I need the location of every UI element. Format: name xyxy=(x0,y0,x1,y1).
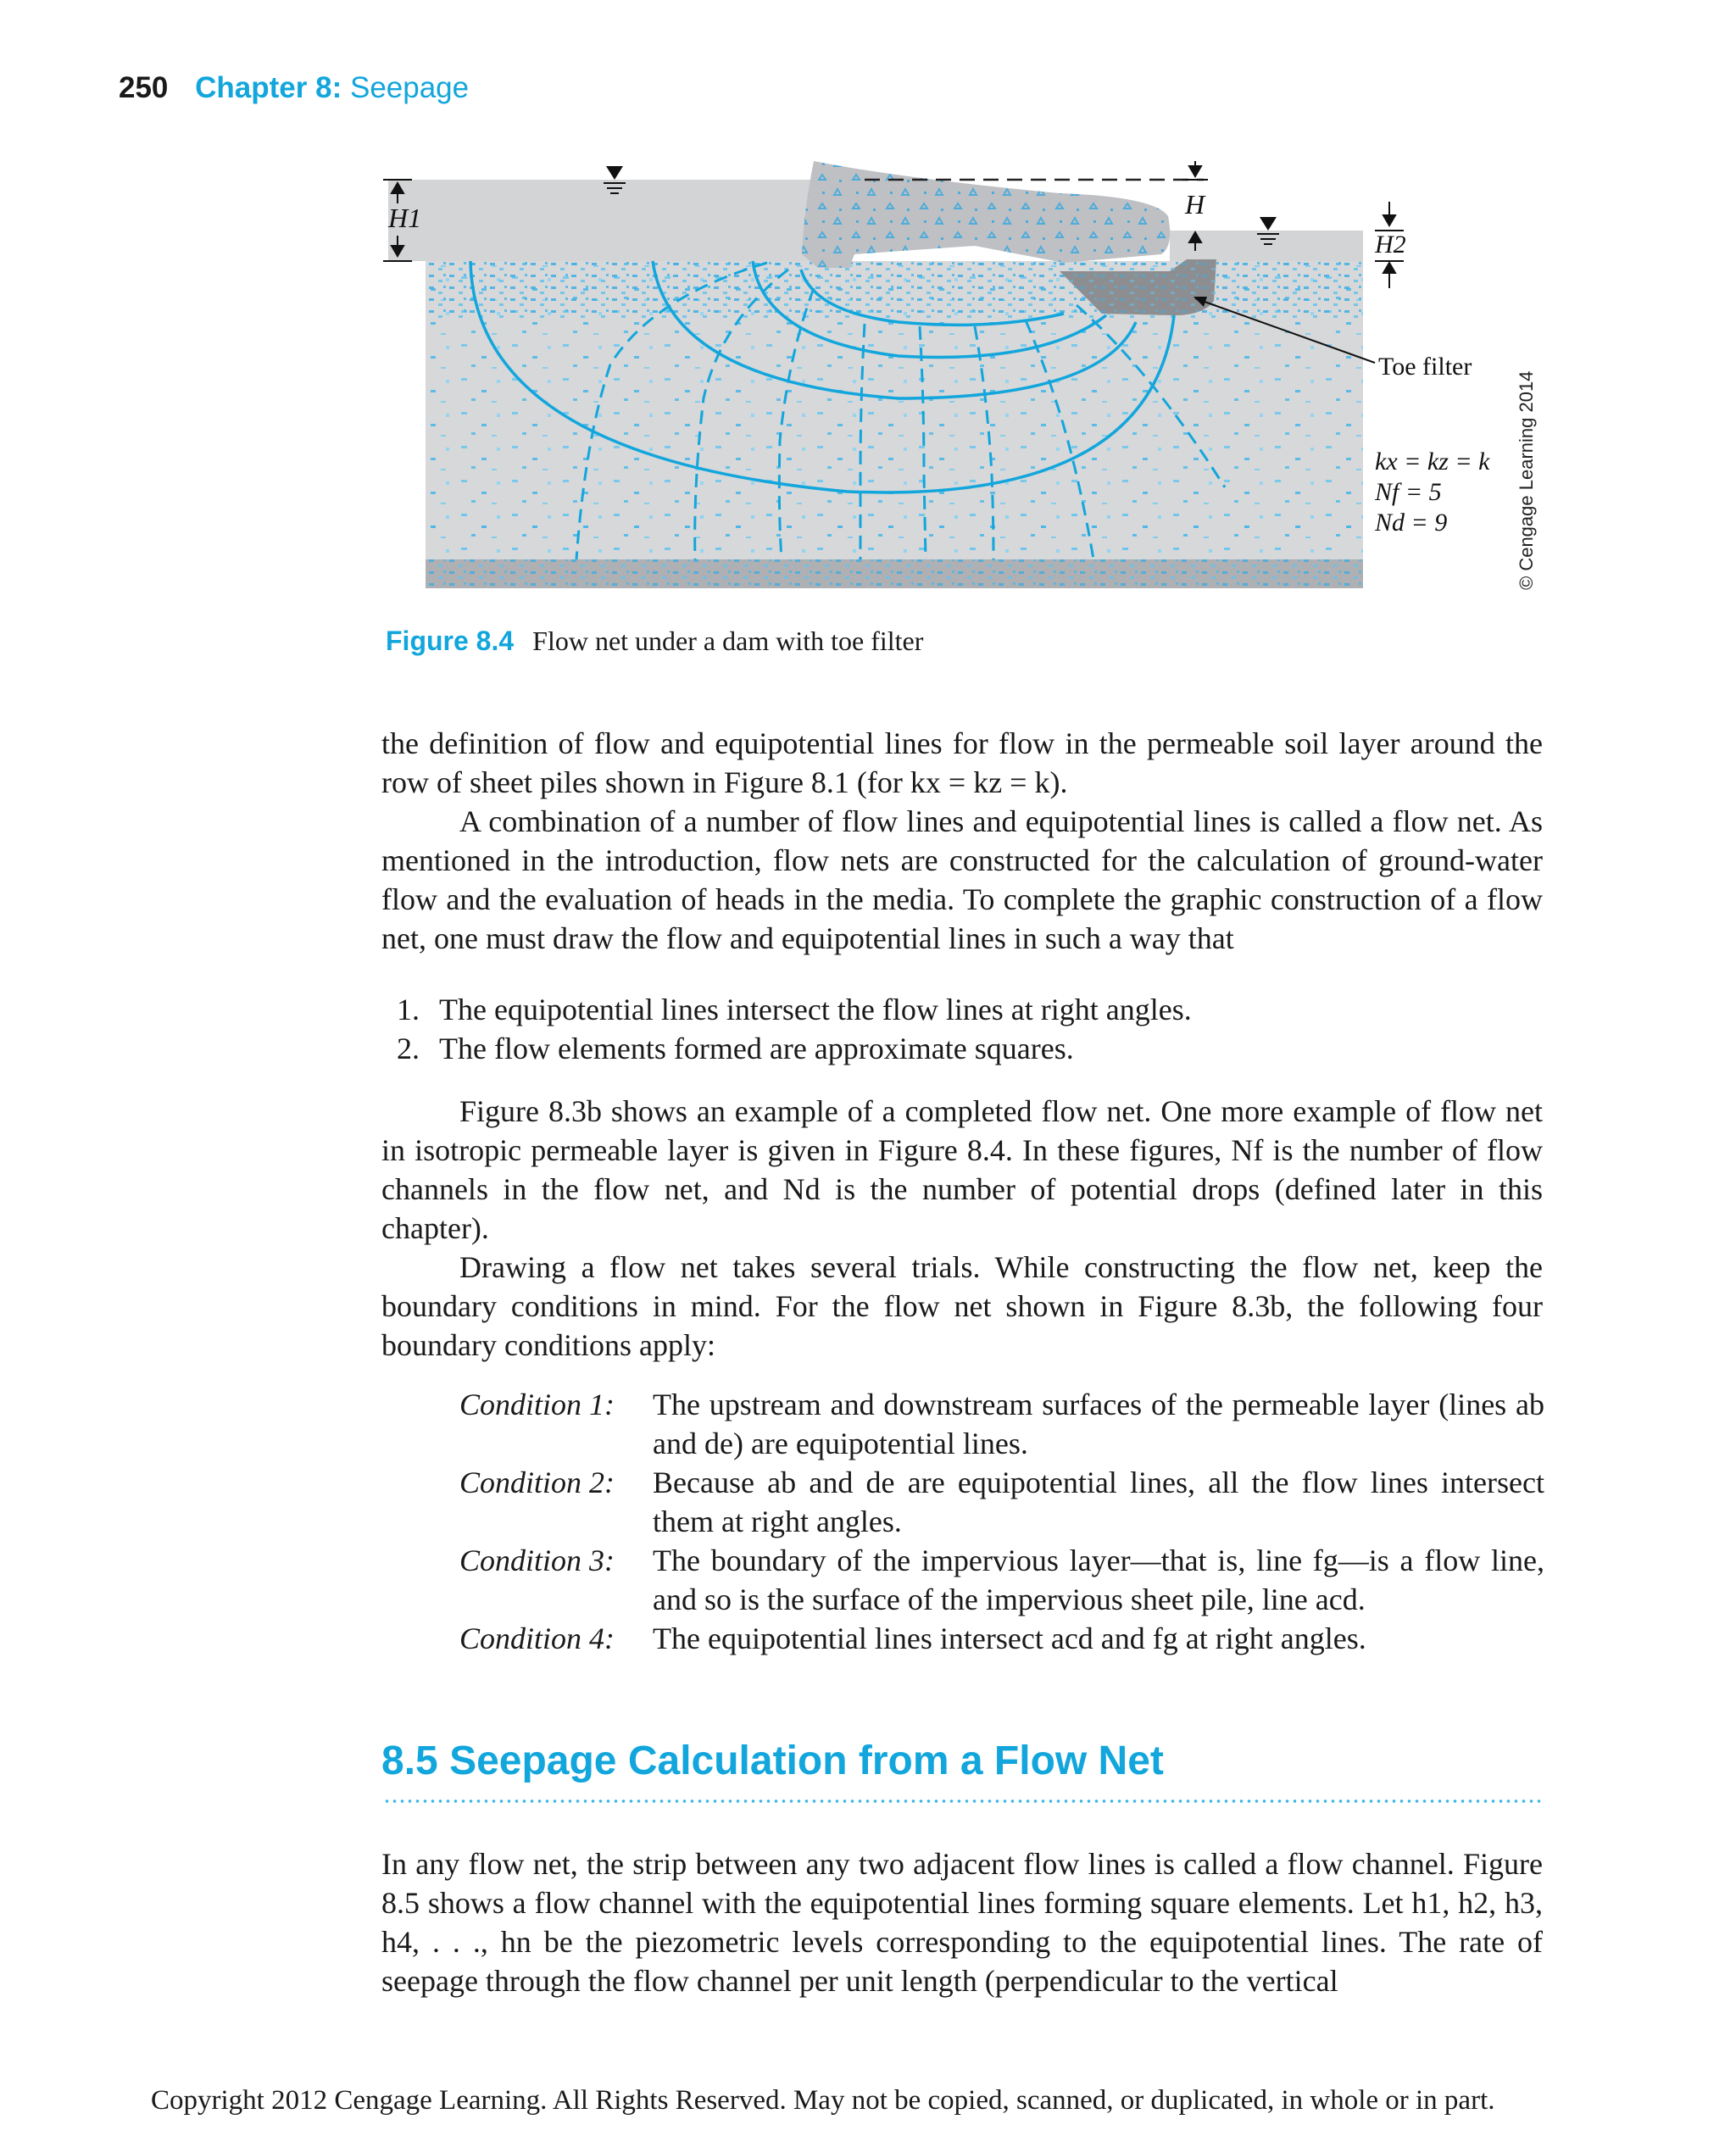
copyright-footer: Copyright 2012 Cengage Learning. All Rights Reserved. May not be copied, scanned, or duplicated, in whole or in part. xyxy=(151,2085,1495,2116)
h1-label: H1 xyxy=(388,203,422,233)
condition-label: Condition 2: xyxy=(459,1466,615,1499)
h-label: H xyxy=(1185,189,1205,220)
conditions-list xyxy=(397,990,1541,1068)
body-text-2 xyxy=(381,1092,1543,1365)
page-number: 250 xyxy=(119,71,169,104)
list-item xyxy=(397,990,1541,1029)
condition-row xyxy=(459,1541,1544,1619)
figure-caption-label: Figure 8.4 xyxy=(386,626,515,656)
downstream-water xyxy=(1170,231,1363,261)
condition-label: Condition 3: xyxy=(459,1544,615,1577)
toe-filter-label: Toe filter xyxy=(1378,353,1472,381)
nd-value: Nd = 9 xyxy=(1375,509,1448,537)
boundary-conditions xyxy=(459,1385,1544,1658)
condition-row xyxy=(459,1385,1544,1463)
chapter-label: Chapter 8: xyxy=(195,71,342,104)
condition-text: The boundary of the impervious layer—that is, line fg—is a flow line, and so is the surface of the impervious sheet pile, line acd. xyxy=(653,1544,1544,1616)
h2-label: H2 xyxy=(1375,231,1406,259)
condition-text: Because ab and de are equipotential lines, all the flow lines intersect them at right angles. xyxy=(653,1466,1544,1538)
list-text: The flow elements formed are approximate squares. xyxy=(439,1032,1074,1065)
section-divider xyxy=(383,1799,1543,1804)
upstream-water xyxy=(388,180,822,261)
nf-value: Nf = 5 xyxy=(1375,478,1442,506)
list-number: 2. xyxy=(397,1032,420,1065)
paragraph: In any flow net, the strip between any two adjacent flow lines is called a flow channel. Figure 8.5 shows a flow channel with the equipotential lines forming square elements. Let h1, h2, h3, h4, . . ., hn be the piezometric levels corresponding to the equipotential lines. The rate of seepage through the flow channel per unit length (perpendicular to the vertical xyxy=(381,1847,1543,1998)
list-number: 1. xyxy=(397,993,420,1026)
body-text-1 xyxy=(381,724,1543,958)
paragraph: the definition of flow and equipotential lines for flow in the permeable soil layer around the row of sheet piles shown in Figure 8.1 (for kx = kz = k). xyxy=(381,726,1543,799)
chapter-name: Seepage xyxy=(349,71,470,104)
list-item xyxy=(397,1029,1541,1068)
list-text: The equipotential lines intersect the flow lines at right angles. xyxy=(439,993,1192,1026)
condition-text: The equipotential lines intersect acd and fg at right angles. xyxy=(653,1621,1366,1655)
flow-net-figure xyxy=(0,0,1736,627)
figure-credit: © Cengage Learning 2014 xyxy=(1516,370,1537,590)
paragraph: Drawing a flow net takes several trials. While constructing the flow net, keep the boundary conditions in mind. For the flow net shown in Figure 8.3b, the following four boundary conditions apply: xyxy=(381,1250,1543,1362)
k-equation: kx = kz = k xyxy=(1375,448,1490,476)
condition-label: Condition 1: xyxy=(459,1388,615,1421)
condition-text: The upstream and downstream surfaces of the permeable layer (lines ab and de) are equipotential lines. xyxy=(653,1388,1544,1460)
body-text-3 xyxy=(381,1844,1543,2000)
condition-label: Condition 4: xyxy=(459,1621,615,1655)
paragraph: A combination of a number of flow lines and equipotential lines is called a flow net. As mentioned in the introduction, flow nets are constructed for the calculation of ground-water flow and the evaluation of heads in the media. To complete the graphic construction of a flow net, one must draw the flow and equipotential lines in such a way that xyxy=(381,804,1543,955)
condition-row xyxy=(459,1619,1544,1658)
figure-caption-text: Flow net under a dam with toe filter xyxy=(532,626,924,656)
section-heading: 8.5 Seepage Calculation from a Flow Net xyxy=(381,1738,1164,1783)
paragraph: Figure 8.3b shows an example of a completed flow net. One more example of flow net in isotropic permeable layer is given in Figure 8.4. In these figures, Nf is the number of flow channels in the flow net, and Nd is the number of potential drops (defined later in this chapter). xyxy=(381,1094,1543,1245)
condition-row xyxy=(459,1463,1544,1541)
figure-caption xyxy=(386,626,923,657)
